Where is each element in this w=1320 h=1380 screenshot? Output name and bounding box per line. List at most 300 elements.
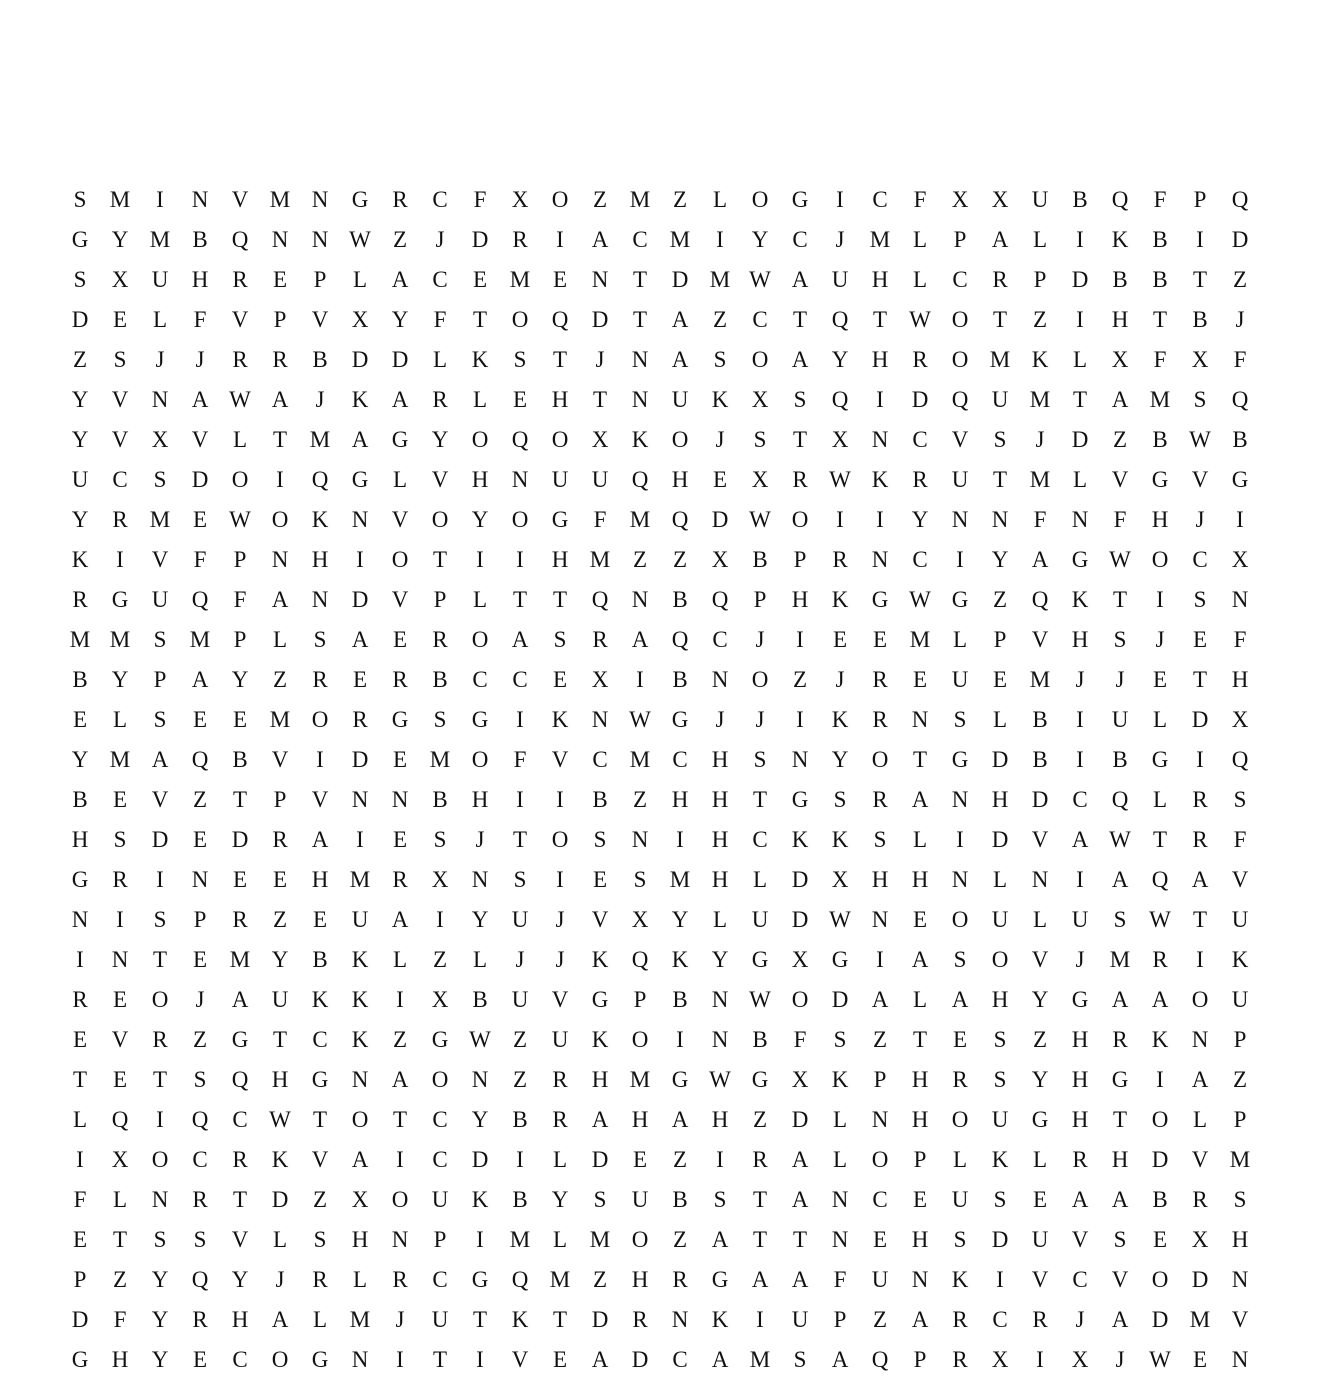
letter-cell[interactable]: A: [391, 387, 409, 412]
letter-cell[interactable]: I: [356, 547, 364, 572]
letter-cell[interactable]: A: [871, 987, 889, 1012]
letter-cell[interactable]: T: [392, 1107, 408, 1132]
letter-cell[interactable]: T: [792, 1227, 808, 1252]
letter-cell[interactable]: Q: [631, 947, 649, 972]
letter-cell[interactable]: N: [391, 787, 409, 812]
letter-cell[interactable]: A: [311, 827, 329, 852]
letter-cell[interactable]: Y: [711, 947, 729, 972]
letter-cell[interactable]: O: [631, 1027, 649, 1052]
letter-cell[interactable]: F: [1153, 187, 1167, 212]
letter-cell[interactable]: K: [351, 947, 369, 972]
letter-cell[interactable]: E: [392, 747, 408, 772]
letter-cell[interactable]: X: [351, 1187, 369, 1212]
letter-cell[interactable]: T: [552, 1307, 568, 1332]
letter-cell[interactable]: H: [471, 787, 489, 812]
letter-cell[interactable]: M: [509, 267, 531, 292]
letter-cell[interactable]: P: [1233, 1027, 1247, 1052]
letter-cell[interactable]: Y: [751, 227, 769, 252]
letter-cell[interactable]: D: [71, 1307, 89, 1332]
letter-cell[interactable]: E: [912, 907, 928, 932]
letter-cell[interactable]: L: [112, 707, 128, 732]
letter-cell[interactable]: C: [1192, 547, 1208, 572]
letter-cell[interactable]: O: [951, 907, 969, 932]
letter-cell[interactable]: E: [592, 867, 608, 892]
letter-cell[interactable]: A: [511, 627, 529, 652]
letter-cell[interactable]: V: [551, 987, 569, 1012]
letter-cell[interactable]: J: [715, 707, 725, 732]
letter-cell[interactable]: Z: [872, 1307, 888, 1332]
letter-cell[interactable]: S: [553, 627, 567, 652]
letter-cell[interactable]: T: [512, 827, 528, 852]
letter-cell[interactable]: K: [591, 947, 609, 972]
letter-cell[interactable]: O: [151, 987, 169, 1012]
letter-cell[interactable]: M: [629, 187, 651, 212]
letter-cell[interactable]: J: [1075, 1307, 1085, 1332]
letter-cell[interactable]: H: [631, 1267, 649, 1292]
letter-cell[interactable]: R: [272, 347, 288, 372]
letter-cell[interactable]: Z: [1112, 427, 1128, 452]
letter-cell[interactable]: Q: [111, 1107, 129, 1132]
letter-cell[interactable]: A: [1071, 1187, 1089, 1212]
letter-cell[interactable]: R: [432, 387, 448, 412]
letter-cell[interactable]: Q: [231, 227, 249, 252]
letter-cell[interactable]: I: [476, 1227, 484, 1252]
letter-cell[interactable]: K: [71, 547, 89, 572]
letter-cell[interactable]: E: [872, 627, 888, 652]
letter-cell[interactable]: X: [1191, 347, 1209, 372]
letter-cell[interactable]: K: [1111, 227, 1129, 252]
letter-cell[interactable]: V: [231, 1227, 249, 1252]
letter-cell[interactable]: N: [1231, 587, 1249, 612]
letter-cell[interactable]: G: [871, 587, 889, 612]
letter-cell[interactable]: H: [871, 267, 889, 292]
letter-cell[interactable]: N: [951, 787, 969, 812]
letter-cell[interactable]: S: [993, 1067, 1007, 1092]
letter-cell[interactable]: G: [351, 187, 369, 212]
letter-cell[interactable]: T: [632, 307, 648, 332]
letter-cell[interactable]: K: [351, 387, 369, 412]
letter-cell[interactable]: F: [193, 547, 207, 572]
letter-cell[interactable]: R: [312, 667, 328, 692]
letter-cell[interactable]: S: [1193, 587, 1207, 612]
letter-cell[interactable]: I: [1236, 507, 1244, 532]
letter-cell[interactable]: O: [551, 827, 569, 852]
letter-cell[interactable]: I: [396, 987, 404, 1012]
letter-cell[interactable]: E: [1152, 667, 1168, 692]
letter-cell[interactable]: S: [1233, 1187, 1247, 1212]
letter-cell[interactable]: H: [1231, 1227, 1249, 1252]
letter-cell[interactable]: J: [555, 907, 565, 932]
letter-cell[interactable]: X: [1231, 547, 1249, 572]
letter-cell[interactable]: X: [1111, 347, 1129, 372]
letter-cell[interactable]: S: [593, 827, 607, 852]
letter-cell[interactable]: A: [391, 267, 409, 292]
letter-cell[interactable]: Z: [72, 347, 88, 372]
letter-cell[interactable]: L: [912, 267, 928, 292]
letter-cell[interactable]: T: [1152, 307, 1168, 332]
letter-cell[interactable]: Y: [151, 1307, 169, 1332]
letter-cell[interactable]: L: [272, 1227, 288, 1252]
letter-cell[interactable]: I: [356, 827, 364, 852]
letter-cell[interactable]: A: [671, 307, 689, 332]
letter-cell[interactable]: U: [551, 467, 569, 492]
letter-cell[interactable]: V: [111, 427, 129, 452]
letter-cell[interactable]: G: [751, 1067, 769, 1092]
letter-cell[interactable]: H: [911, 1227, 929, 1252]
letter-cell[interactable]: R: [592, 627, 608, 652]
letter-cell[interactable]: Z: [1232, 1067, 1248, 1092]
letter-cell[interactable]: Z: [512, 1067, 528, 1092]
letter-cell[interactable]: K: [551, 707, 569, 732]
letter-cell[interactable]: N: [831, 1187, 849, 1212]
letter-cell[interactable]: Y: [71, 427, 89, 452]
letter-cell[interactable]: U: [791, 1307, 809, 1332]
letter-cell[interactable]: I: [476, 1347, 484, 1372]
letter-cell[interactable]: Z: [1032, 307, 1048, 332]
letter-cell[interactable]: V: [1111, 467, 1129, 492]
letter-cell[interactable]: H: [1111, 1147, 1129, 1172]
letter-cell[interactable]: X: [991, 187, 1009, 212]
letter-cell[interactable]: A: [1151, 987, 1169, 1012]
letter-cell[interactable]: D: [351, 747, 369, 772]
letter-cell[interactable]: I: [76, 947, 84, 972]
letter-cell[interactable]: E: [192, 827, 208, 852]
letter-cell[interactable]: S: [593, 1187, 607, 1212]
letter-cell[interactable]: D: [631, 1347, 649, 1372]
letter-cell[interactable]: B: [312, 347, 328, 372]
letter-cell[interactable]: F: [833, 1267, 847, 1292]
letter-cell[interactable]: Z: [192, 1027, 208, 1052]
letter-cell[interactable]: H: [351, 1227, 369, 1252]
letter-cell[interactable]: R: [232, 347, 248, 372]
letter-cell[interactable]: N: [351, 787, 369, 812]
letter-cell[interactable]: Z: [112, 1267, 128, 1292]
letter-cell[interactable]: M: [269, 187, 291, 212]
letter-cell[interactable]: F: [433, 307, 447, 332]
letter-cell[interactable]: M: [109, 187, 131, 212]
letter-cell[interactable]: B: [592, 787, 608, 812]
letter-cell[interactable]: A: [671, 1107, 689, 1132]
letter-cell[interactable]: F: [1033, 507, 1047, 532]
letter-cell[interactable]: M: [749, 1347, 771, 1372]
letter-cell[interactable]: S: [873, 827, 887, 852]
letter-cell[interactable]: U: [351, 907, 369, 932]
letter-cell[interactable]: X: [1071, 1347, 1089, 1372]
letter-cell[interactable]: A: [391, 907, 409, 932]
letter-cell[interactable]: U: [271, 987, 289, 1012]
letter-cell[interactable]: K: [631, 427, 649, 452]
letter-cell[interactable]: E: [1152, 1227, 1168, 1252]
letter-cell[interactable]: R: [672, 1267, 688, 1292]
letter-cell[interactable]: V: [391, 507, 409, 532]
letter-cell[interactable]: R: [192, 1187, 208, 1212]
letter-cell[interactable]: L: [72, 1107, 88, 1132]
letter-cell[interactable]: C: [1072, 787, 1088, 812]
letter-cell[interactable]: E: [552, 1347, 568, 1372]
letter-cell[interactable]: G: [1111, 1067, 1129, 1092]
letter-cell[interactable]: I: [516, 1147, 524, 1172]
letter-cell[interactable]: G: [1071, 547, 1089, 572]
letter-cell[interactable]: S: [433, 827, 447, 852]
letter-cell[interactable]: I: [76, 1147, 84, 1172]
letter-cell[interactable]: B: [1032, 747, 1048, 772]
letter-cell[interactable]: C: [432, 267, 448, 292]
letter-cell[interactable]: V: [1031, 1267, 1049, 1292]
letter-cell[interactable]: Y: [151, 1267, 169, 1292]
letter-cell[interactable]: Q: [191, 1267, 209, 1292]
letter-cell[interactable]: I: [436, 907, 444, 932]
letter-cell[interactable]: V: [551, 747, 569, 772]
letter-cell[interactable]: I: [1036, 1347, 1044, 1372]
letter-cell[interactable]: L: [1032, 907, 1048, 932]
letter-cell[interactable]: N: [311, 587, 329, 612]
letter-cell[interactable]: R: [912, 347, 928, 372]
letter-cell[interactable]: E: [992, 667, 1008, 692]
letter-cell[interactable]: U: [1071, 907, 1089, 932]
letter-cell[interactable]: F: [1233, 627, 1247, 652]
letter-cell[interactable]: S: [153, 627, 167, 652]
letter-cell[interactable]: P: [913, 1147, 927, 1172]
letter-cell[interactable]: A: [1111, 1187, 1129, 1212]
letter-cell[interactable]: L: [952, 1147, 968, 1172]
letter-cell[interactable]: P: [833, 1307, 847, 1332]
letter-cell[interactable]: M: [229, 947, 251, 972]
letter-cell[interactable]: G: [951, 587, 969, 612]
letter-cell[interactable]: C: [232, 1347, 248, 1372]
letter-cell[interactable]: J: [195, 347, 205, 372]
letter-cell[interactable]: K: [591, 1027, 609, 1052]
letter-cell[interactable]: H: [1071, 1027, 1089, 1052]
letter-cell[interactable]: M: [69, 627, 91, 652]
letter-cell[interactable]: M: [349, 867, 371, 892]
letter-cell[interactable]: X: [751, 387, 769, 412]
letter-cell[interactable]: E: [272, 867, 288, 892]
letter-cell[interactable]: J: [195, 987, 205, 1012]
letter-cell[interactable]: H: [791, 587, 809, 612]
letter-cell[interactable]: G: [471, 1267, 489, 1292]
letter-cell[interactable]: O: [431, 1067, 449, 1092]
letter-cell[interactable]: A: [271, 1307, 289, 1332]
letter-cell[interactable]: T: [752, 1187, 768, 1212]
letter-cell[interactable]: B: [1152, 1187, 1168, 1212]
letter-cell[interactable]: X: [351, 307, 369, 332]
letter-cell[interactable]: O: [631, 1227, 649, 1252]
letter-cell[interactable]: P: [153, 667, 167, 692]
letter-cell[interactable]: L: [392, 467, 408, 492]
letter-cell[interactable]: H: [191, 267, 209, 292]
letter-cell[interactable]: Z: [272, 667, 288, 692]
letter-cell[interactable]: S: [713, 1187, 727, 1212]
letter-cell[interactable]: A: [791, 1267, 809, 1292]
letter-cell[interactable]: J: [1235, 307, 1245, 332]
letter-cell[interactable]: Z: [1232, 267, 1248, 292]
letter-cell[interactable]: O: [1151, 1107, 1169, 1132]
letter-cell[interactable]: R: [1192, 1187, 1208, 1212]
letter-cell[interactable]: Q: [671, 627, 689, 652]
letter-cell[interactable]: J: [835, 667, 845, 692]
letter-cell[interactable]: T: [1072, 387, 1088, 412]
letter-cell[interactable]: T: [472, 1307, 488, 1332]
letter-cell[interactable]: G: [671, 1067, 689, 1092]
letter-cell[interactable]: U: [551, 1027, 569, 1052]
letter-cell[interactable]: S: [1113, 907, 1127, 932]
letter-cell[interactable]: Q: [1151, 867, 1169, 892]
letter-cell[interactable]: X: [751, 467, 769, 492]
letter-cell[interactable]: O: [471, 427, 489, 452]
letter-cell[interactable]: V: [271, 747, 289, 772]
letter-cell[interactable]: M: [269, 707, 291, 732]
letter-cell[interactable]: A: [751, 1267, 769, 1292]
letter-cell[interactable]: S: [753, 427, 767, 452]
letter-cell[interactable]: B: [1192, 307, 1208, 332]
letter-cell[interactable]: N: [791, 747, 809, 772]
letter-cell[interactable]: I: [1156, 1067, 1164, 1092]
letter-cell[interactable]: T: [1192, 667, 1208, 692]
letter-cell[interactable]: A: [911, 787, 929, 812]
letter-cell[interactable]: A: [831, 1347, 849, 1372]
letter-cell[interactable]: D: [1231, 227, 1249, 252]
letter-cell[interactable]: N: [351, 1067, 369, 1092]
letter-cell[interactable]: D: [791, 867, 809, 892]
letter-cell[interactable]: L: [1072, 467, 1088, 492]
letter-cell[interactable]: U: [71, 467, 89, 492]
letter-cell[interactable]: E: [912, 667, 928, 692]
letter-cell[interactable]: H: [231, 1307, 249, 1332]
letter-cell[interactable]: Z: [592, 187, 608, 212]
letter-cell[interactable]: N: [1231, 1347, 1249, 1372]
letter-cell[interactable]: K: [951, 1267, 969, 1292]
letter-cell[interactable]: W: [1109, 827, 1131, 852]
letter-cell[interactable]: I: [396, 1347, 404, 1372]
letter-cell[interactable]: F: [793, 1027, 807, 1052]
letter-cell[interactable]: K: [1071, 587, 1089, 612]
letter-cell[interactable]: P: [873, 1067, 887, 1092]
letter-cell[interactable]: S: [113, 827, 127, 852]
letter-cell[interactable]: Z: [872, 1027, 888, 1052]
letter-cell[interactable]: P: [73, 1267, 87, 1292]
letter-cell[interactable]: E: [552, 667, 568, 692]
letter-cell[interactable]: V: [431, 467, 449, 492]
letter-cell[interactable]: K: [831, 707, 849, 732]
letter-cell[interactable]: C: [192, 1147, 208, 1172]
letter-cell[interactable]: N: [871, 427, 889, 452]
letter-cell[interactable]: T: [152, 947, 168, 972]
letter-cell[interactable]: I: [156, 867, 164, 892]
letter-cell[interactable]: G: [351, 467, 369, 492]
letter-cell[interactable]: L: [392, 947, 408, 972]
letter-cell[interactable]: C: [472, 667, 488, 692]
letter-cell[interactable]: A: [351, 1147, 369, 1172]
letter-cell[interactable]: O: [271, 1347, 289, 1372]
letter-cell[interactable]: O: [311, 707, 329, 732]
letter-cell[interactable]: V: [191, 427, 209, 452]
letter-cell[interactable]: E: [832, 627, 848, 652]
letter-cell[interactable]: V: [111, 1027, 129, 1052]
letter-cell[interactable]: F: [593, 507, 607, 532]
letter-cell[interactable]: A: [791, 267, 809, 292]
letter-cell[interactable]: X: [111, 267, 129, 292]
letter-cell[interactable]: O: [391, 1187, 409, 1212]
letter-cell[interactable]: A: [351, 427, 369, 452]
letter-cell[interactable]: E: [472, 267, 488, 292]
letter-cell[interactable]: B: [512, 1107, 528, 1132]
letter-cell[interactable]: N: [511, 467, 529, 492]
letter-cell[interactable]: A: [1071, 827, 1089, 852]
letter-cell[interactable]: D: [351, 347, 369, 372]
letter-cell[interactable]: N: [951, 507, 969, 532]
letter-cell[interactable]: R: [1032, 1307, 1048, 1332]
letter-cell[interactable]: W: [829, 907, 851, 932]
letter-cell[interactable]: E: [232, 707, 248, 732]
letter-cell[interactable]: O: [471, 627, 489, 652]
letter-cell[interactable]: R: [432, 627, 448, 652]
letter-cell[interactable]: Z: [392, 227, 408, 252]
letter-cell[interactable]: N: [911, 1267, 929, 1292]
letter-cell[interactable]: I: [516, 787, 524, 812]
letter-cell[interactable]: Z: [672, 187, 688, 212]
letter-cell[interactable]: G: [711, 1267, 729, 1292]
letter-cell[interactable]: W: [229, 387, 251, 412]
letter-cell[interactable]: T: [312, 1107, 328, 1132]
letter-cell[interactable]: L: [472, 947, 488, 972]
letter-cell[interactable]: R: [952, 1307, 968, 1332]
letter-cell[interactable]: Q: [1231, 387, 1249, 412]
letter-cell[interactable]: T: [432, 547, 448, 572]
letter-cell[interactable]: N: [151, 387, 169, 412]
letter-cell[interactable]: W: [229, 507, 251, 532]
letter-cell[interactable]: S: [1113, 627, 1127, 652]
letter-cell[interactable]: U: [151, 267, 169, 292]
letter-cell[interactable]: V: [151, 547, 169, 572]
letter-cell[interactable]: V: [151, 787, 169, 812]
letter-cell[interactable]: I: [996, 1267, 1004, 1292]
letter-cell[interactable]: R: [952, 1067, 968, 1092]
letter-cell[interactable]: O: [951, 347, 969, 372]
letter-cell[interactable]: R: [392, 187, 408, 212]
letter-cell[interactable]: S: [153, 907, 167, 932]
letter-cell[interactable]: M: [589, 1227, 611, 1252]
letter-cell[interactable]: I: [836, 507, 844, 532]
letter-cell[interactable]: H: [311, 867, 329, 892]
letter-cell[interactable]: S: [833, 787, 847, 812]
letter-cell[interactable]: A: [1111, 1307, 1129, 1332]
letter-cell[interactable]: G: [791, 187, 809, 212]
letter-cell[interactable]: Y: [71, 747, 89, 772]
letter-cell[interactable]: V: [951, 427, 969, 452]
letter-cell[interactable]: O: [791, 507, 809, 532]
letter-cell[interactable]: W: [749, 267, 771, 292]
letter-cell[interactable]: O: [551, 427, 569, 452]
letter-cell[interactable]: B: [1112, 267, 1128, 292]
letter-cell[interactable]: R: [72, 587, 88, 612]
letter-cell[interactable]: N: [711, 987, 729, 1012]
letter-cell[interactable]: N: [271, 547, 289, 572]
letter-cell[interactable]: K: [711, 387, 729, 412]
letter-cell[interactable]: K: [831, 587, 849, 612]
letter-cell[interactable]: W: [829, 467, 851, 492]
letter-cell[interactable]: L: [432, 347, 448, 372]
letter-cell[interactable]: U: [831, 267, 849, 292]
letter-cell[interactable]: H: [1111, 307, 1129, 332]
letter-cell[interactable]: E: [912, 1187, 928, 1212]
letter-cell[interactable]: I: [396, 1147, 404, 1172]
letter-cell[interactable]: I: [836, 187, 844, 212]
letter-cell[interactable]: E: [312, 907, 328, 932]
letter-cell[interactable]: J: [435, 227, 445, 252]
letter-cell[interactable]: T: [1152, 827, 1168, 852]
letter-cell[interactable]: P: [1193, 187, 1207, 212]
letter-cell[interactable]: L: [712, 187, 728, 212]
